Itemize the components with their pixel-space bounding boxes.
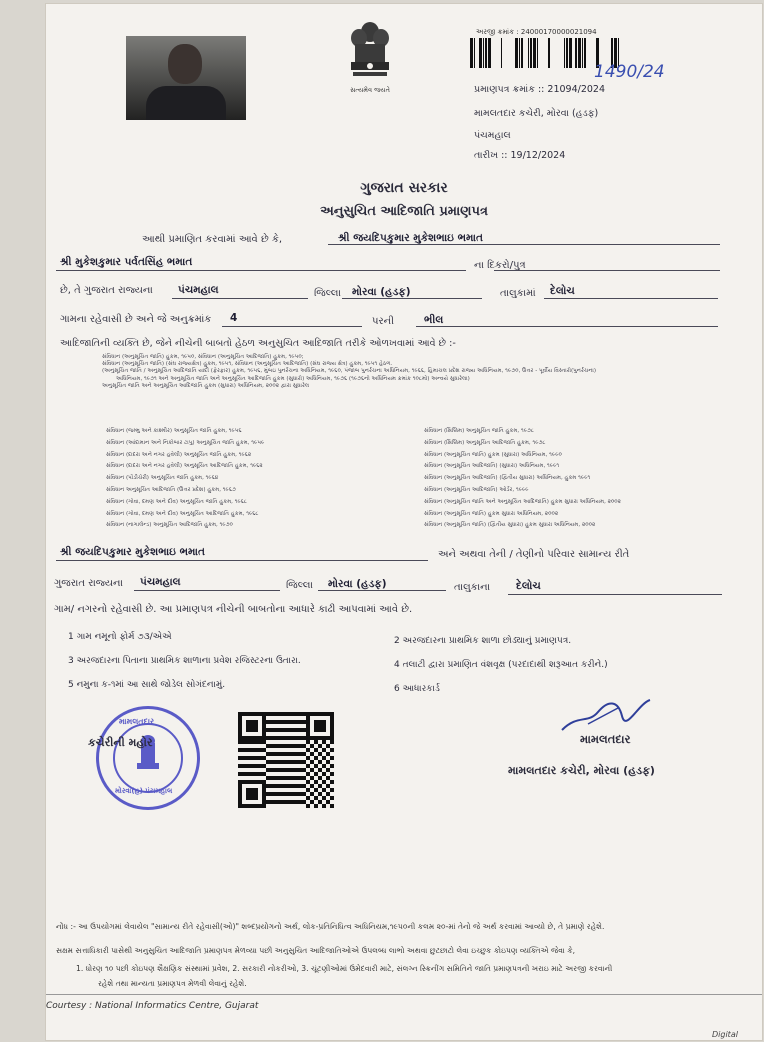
footer-note-2: સક્ષમ સત્તાધિકારી પાસેથી અનુસુચિત આદિજાતિ પ્રમાણપત્ર મેળવ્યા પછી અનુસુચિત આદિજાતિઓએ ઉપલબ્ધ લાભો અથવા છુટછાટો લેવા ઇચ્છુક કોઇપણ વ્યક્તિએ જેવા કે, [56,946,575,955]
order-item: અનુસૂચિત જાતિ અને અનુસૂચિત આદિજાતિ હુકમ (સુધારા) અધિનિયમ, ૨૦૦૨ દ્વારા સુધારેલ [102,382,310,389]
lion-emblem-icon [345,18,395,84]
family-district-value: પંચમહાલ [140,576,181,588]
photo-face [168,44,202,84]
seal-ring-text: મામલતદાર [119,717,155,726]
order-item: સંવિધાન (અનુસૂચિત આદિજાતિ) (સુધારા) અધિનિયમ, ૧૯૯૧ [424,463,560,470]
family-district-line [134,590,280,591]
emblem-motto: સત્યમેવ જયતે [350,86,390,94]
basis-item: 4 તલાટી દ્વારા પ્રમાણિત વંશવૃક્ષ (પરદાદાથી શરૂઆત કરીને.) [394,660,608,670]
taluka-value: મોરવા (હડફ) [352,286,411,298]
qr-code [238,712,334,808]
of-text: પરની [372,316,394,327]
order-item: સંવિધાન (અનુસૂચિત જાતિ) હુકમ સુધારા અધિનિયમ, ૨૦૦૨ [424,510,559,517]
tribe-line [416,326,718,327]
photo-body [146,86,226,120]
header-office: મામલતદાર કચેરી, મોરવા (હડફ) [474,108,599,119]
courtesy-line [46,994,762,1011]
order-item: સંવિધાન અનુસૂચિત આદિજાતિ (ઉત્તર પ્રદેશ) હુકમ, ૧૯૬૭ [106,486,236,493]
family-village-line [508,594,722,595]
family-state-text: ગુજરાત રાજ્યના [54,578,123,589]
order-item: સંવિધાન (પોંડીચેરી) અનુસૂચિત જાતિ હુકમ, ૧૯૬૪ [106,475,219,482]
district-value: પંચમહાલ [178,284,219,296]
order-item: સંવિધાન (આંદામાન અને નિકોબાર ટાપુ) અનુસૂચિત જાતિ હુકમ, ૧૯૫૯ [106,439,265,446]
footer-note-1: નોંધ :- આ ઉપયોગમાં લેવાયેલ "સામાન્ય રીતે રહેવાસી(ઓ)" શબ્દપ્રયોગનો અર્થ, લોક-પ્રતિનિધિત્વ અધિનિયમ,૧૯૫૦ની કલમ ૨૦-માં તેનો જે અર્થ કરવામાં આવ્યો છે, તે પ્રમાણે રહેશે. [56,922,605,931]
order-item: સંવિધાન (અનુસૂચિત આદિજાતિ) (દ્વિતીય સુધારા) અધિનિયમ, હુકમ ૧૯૯૧ [424,475,591,482]
order-item: સંવિધાન (દાદરા અને નગર હવેલી) અનુસૂચિત જાતિ હુકમ, ૧૯૬૨ [106,451,252,458]
son-of-line [494,270,720,271]
serial-number: 4 [230,312,238,324]
seal-ring-bottom-text: મોરવા(હ) પંચમહાલ [115,787,173,795]
basis-item: 2 અરજદારના પ્રાથમિક શાળા છોડ્યાનું પ્રમાણપત્ર. [394,636,572,646]
father-name: શ્રી મુકેશકુમાર પર્વતસિંહ ભમાત [60,256,193,268]
certificate-number-label: પ્રમાણપત્ર ક્રમાંક :: [474,84,548,95]
header-district: પંચમહાલ [474,130,511,141]
basis-item: 1 ગામ નમૂનો ફોર્મ ૭૩/એએ [68,632,172,642]
footer-note-3: 1. ધોરણ ૧૦ પછી કોઇપણ શૈક્ષણિક સંસ્થામાં પ્રવેશ, 2. સરકારી નોકરીઓ, 3. ચૂંટણીઓમાં ઉમેદવારી માટે, સંલગ્ન સ્ક્રિનીંગ સમિતિને જાતિ પ્રમાણપત્રની ખરાઇ માટે અરજી કરવાની [76,964,613,973]
national-emblem [342,18,398,98]
orders-left-list [106,426,406,532]
family-village-value: દેલોચ [516,580,541,592]
certificate-number: 21094/2024 [547,84,606,95]
application-number: અરજી ક્રમાંક : 24000170000021094 [476,28,597,36]
order-item: સંવિધાન (અનુસૂચિત જાતિ) (દ્વિતીય સુધારા) હુકમ સુધારા અધિનિયમ, ૨૦૦૨ [424,522,596,529]
family-taluka-value: મોરવા (હડફ) [328,578,387,590]
order-item: સંવિધાન (ગોવા, દમણ અને દીવ) અનુસૂચિત જાતિ હુકમ, ૧૯૬૮ [106,498,247,505]
order-item: સંવિધાન (નાગાલેન્ડ) અનુસૂચિત આદિજાતિ હુકમ, ૧૯૭૦ [106,522,233,529]
handwritten-number: 1490/24 [594,62,665,82]
recognized-text: આદિજાતિની વ્યક્તિ છે, જેને નીચેની બાબતો હેઠળ અનુસુચિત આદિજાતિ તરીકે ઓળખવામાં આવે છે :- [60,338,456,349]
basis-item: 3 અરજદારના પિતાના પ્રાથમિક શાળાના પ્રવેશ રજિસ્ટરના ઉતારા. [68,656,301,666]
family-taluka-line [318,590,446,591]
taluka-line [342,298,482,299]
order-item: સંવિધાન (અનુસૂચિત જાતિ) (સંઘ રાજ્યક્ષેત્ર) હુકમ, ૧૯૫૧, સંવિધાન (અનુસૂચિત આદિજાતિ) (સંઘ રાજ્ય ક્ષેત્ર) હુકમ, ૧૯૫૧ હેઠળ. [102,361,393,368]
government-title: ગુજરાત સરકાર [360,180,448,196]
district-line [172,298,308,299]
seal-label: કચેરીની મહોર [88,736,153,749]
order-item: (અનુસૂચિત જાતિ / અનુસૂચિત આદિજાતિ યાદી (ફેરફાર) હુકમ, ૧૯૫૬, મુંબઇ પુનર્રચના અધિનિયમ, ૧૯૬૦, પંજાબ પુનર્રચના અધિનિયમ, ૧૯૬૬, હિમાચલ પ્રદેશ રાજ્ય અધિનિયમ, ૧૯૭૦, ઉત્તર - પૂર્વીય વિસ્તારો(પુનર્રચના) [102,368,597,375]
basis-item: 6 આધારકાર્ડ [394,684,440,694]
state-text: છે, તે ગુજરાત રાજ્યના [60,285,153,296]
signatory-designation: મામલતદાર [580,732,631,746]
orders-right-list [424,426,744,532]
taluka-label: તાલુકામાં [500,288,536,299]
certificate-paper [46,4,762,1040]
village-line [544,298,718,299]
son-of-text: ના દિકરો/પુત્ર [474,260,526,271]
district-label: જિલ્લા [314,288,341,299]
father-name-line [56,270,466,271]
applicant-name: શ્રી જયદિપકુમાર મુકેશભાઇ ભમાત [338,232,483,244]
footer-note-4: રહેશે તથા માન્યતા પ્રમાણપત્ર મેળવી લેવાનું રહેશે. [98,979,247,988]
issue-date-label: તારીખ :: [474,150,511,161]
certificate-number-row [474,84,605,95]
family-village-text: ગામ/ નગરનો રહેવાસી છે. આ પ્રમાણપત્ર નીચેની બાબતોના આધારે કાઢી આપવામાં આવે છે. [54,604,413,615]
digital-label: Digital [712,1030,738,1039]
applicant-photo [126,36,246,120]
issue-date-row [474,150,565,161]
order-item: સંવિધાન (ગોવા, દમણ અને દીવ) અનુસૂચિત આદિજાતિ હુકમ, ૧૯૬૮ [106,510,259,517]
certify-text: આથી પ્રમાણિત કરવામાં આવે છે કે, [142,234,283,245]
order-item: સંવિધાન (દાદરા અને નગર હવેલી) અનુસૂચિત આદિજાતિ હુકમ, ૧૯૬૨ [106,463,263,470]
family-name-line [56,560,428,561]
basis-item: 5 નમુના ક-૧માં આ સાથે જોડેલ સોગંદનામું. [68,680,226,690]
signatory-office: મામલતદાર કચેરી, મોરવા (હડફ) [508,764,655,777]
family-district-label: જિલ્લા [286,580,313,591]
order-item: સંવિધાન (અનુસૂચિત જાતિ) હુકમ, ૧૯૫૦, સંવિધાન (અનુસૂચિત આદિજાતિ) હુકમ, ૧૯૫૦; [102,354,304,360]
serial-line [222,326,362,327]
orders-full-list [102,354,752,390]
applicant-name-line [328,244,720,245]
order-item: સંવિધાન (જમ્મુ અને કાશ્મીર) અનુસૂચિત જાતિ હુકમ, ૧૯૫૬ [106,428,242,434]
order-item: સંવિધાન (સિક્કિમ) અનુસૂચિત જાતિ હુકમ, ૧૯૭૮ [424,428,534,434]
issue-date: 19/12/2024 [510,150,566,161]
family-applicant-name: શ્રી જયદિપકુમાર મુકેશભાઇ ભમાત [60,546,205,558]
office-seal [96,706,200,810]
order-item: સંવિધાન (અનુસૂચિત જાતિ અને અનુસૂચિત આદિજાતિ) હુકમ સુધારા અધિનિયમ, ૨૦૦૨ [424,498,621,505]
order-item: અધિનિયમ, ૧૯૭૧ અને અનુસૂચિત જાતિ અને અનુસૂચિત આદિજાતિ હુકમ (સુધારો) અધિનિયમ, ૧૯૭૬ (૧૯૭૬નો અધિનિયમ ક્રમાંક ૧૦૮મો) અન્વયે સુધારેલા) [116,375,470,382]
certificate-title: અનુસુચિત આદિજાતિ પ્રમાણપત્ર [320,204,488,219]
family-text: અને અથવા તેની / તેણીનો પરિવાર સામાન્ય રીતે [438,549,630,560]
order-item: સંવિધાન (અનુસૂચિત જાતિ) હુકમ (સુધારા) અધિનિયમ, ૧૯૯૦ [424,451,562,458]
resident-text: ગામના રહેવાસી છે અને જે અનુક્રમાંક [60,314,212,325]
tribe-value: ભીલ [424,314,444,326]
family-taluka-label: તાલુકાના [454,582,491,593]
village-value: દેલોચ [550,285,575,297]
courtesy-text: Courtesy : National Informatics Centre, Gujarat [46,1001,259,1011]
order-item: સંવિધાન (સિક્કિમ) અનુસૂચિત આદિજાતિ હુકમ, ૧૯૭૮ [424,439,546,446]
order-item: સંવિધાન (અનુસૂચિત આદિજાતિ) ઓર્ડર, ૧૯૯૯ [424,486,529,493]
